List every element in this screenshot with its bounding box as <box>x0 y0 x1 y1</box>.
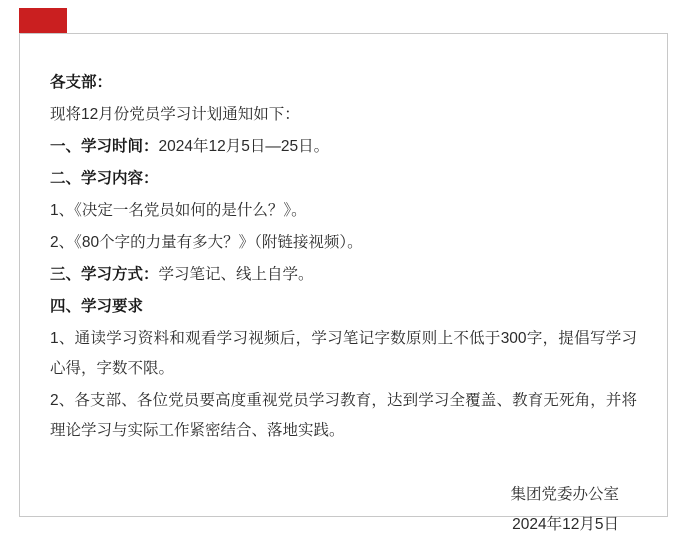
section-study-method-heading: 三、学习方式： <box>50 266 159 283</box>
requirement-item-2: 2、各支部、各位党员要高度重视党员学习教育，达到学习全覆盖、教育无死角，并将理论学习与实际工作紧密结合、落地实践。 <box>50 392 637 439</box>
section-study-time-content: 2024年12月5日—25日。 <box>158 138 330 155</box>
section-study-time-heading: 一、学习时间： <box>50 138 159 155</box>
signature-block <box>50 480 637 540</box>
section-requirements-heading: 四、学习要求 <box>50 298 144 315</box>
section-study-content <box>50 164 637 194</box>
signature-org: 集团党委办公室 <box>510 486 619 503</box>
section-study-time <box>50 132 637 162</box>
document-text <box>50 68 637 540</box>
intro-paragraph: 现将12月份党员学习计划通知如下： <box>50 106 300 123</box>
content-item-1: 1、《决定一名党员如何的是什么？》。 <box>50 202 307 219</box>
signature-date: 2024年12月5日 <box>512 516 619 533</box>
document-body-frame <box>19 33 668 533</box>
section-study-method <box>50 260 637 290</box>
content-item-2: 2、《80个字的力量有多大？》（附链接视频）。 <box>50 234 363 251</box>
section-study-method-content: 学习笔记、线上自学。 <box>158 266 314 283</box>
salutation: 各支部： <box>50 74 113 91</box>
requirement-item-1: 1、通读学习资料和观看学习视频后，学习笔记字数原则上不低于300字，提倡写学习心得，字数不限。 <box>50 330 637 377</box>
section-study-content-heading: 二、学习内容： <box>50 170 159 187</box>
